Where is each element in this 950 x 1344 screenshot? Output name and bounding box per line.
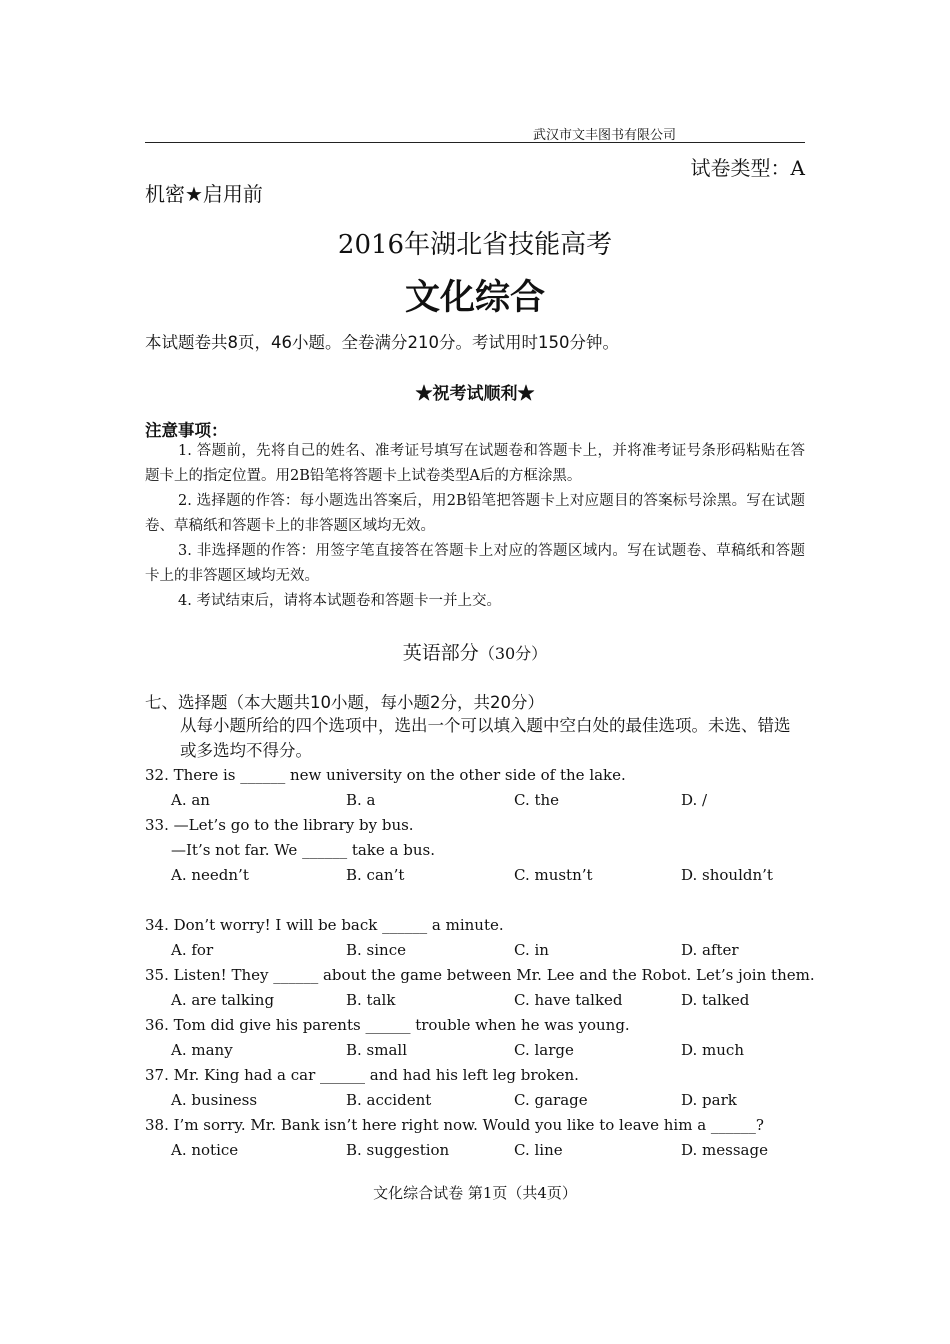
question-stem: 36. Tom did give his parents ______ trouble when he was young. bbox=[145, 1016, 630, 1034]
option-d: D. much bbox=[681, 1041, 744, 1059]
option-d: D. park bbox=[681, 1091, 737, 1109]
notice-item: 2. 选择题的作答：每小题选出答案后，用2B铅笔把答题卡上对应题目的答案标号涂黑。写在试题卷、草稿纸和答题卡上的非答题区域均无效。 bbox=[145, 493, 805, 534]
exam-summary: 本试题卷共8页，46小题。全卷满分210分。考试用时150分钟。 bbox=[145, 333, 619, 352]
option-a: A. needn’t bbox=[171, 866, 249, 884]
option-c: C. in bbox=[514, 941, 549, 959]
option-d: D. message bbox=[681, 1141, 768, 1159]
option-a: A. many bbox=[171, 1041, 233, 1059]
option-c: C. line bbox=[514, 1141, 563, 1159]
question-stem-line2: —It’s not far. We ______ take a bus. bbox=[171, 841, 435, 859]
option-c: C. garage bbox=[514, 1091, 588, 1109]
notice-title: 注意事项： bbox=[145, 421, 228, 440]
page-footer: 文化综合试卷 第1页（共4页） bbox=[373, 1184, 577, 1202]
header-divider bbox=[145, 142, 805, 143]
notice-item: 1. 答题前，先将自己的姓名、准考证号填写在试题卷和答题卡上，并将准考证号条形码粘贴在答题卡上的指定位置。用2B铅笔将答题卡上试卷类型A后的方框涂黑。 bbox=[145, 443, 805, 484]
option-a: A. for bbox=[171, 941, 214, 959]
confidential-mark: 机密★启用前 bbox=[145, 182, 263, 206]
option-b: B. accident bbox=[346, 1091, 432, 1109]
exam-title: 2016年湖北省技能高考 bbox=[337, 230, 613, 260]
notice-item: 4. 考试结束后，请将本试题卷和答题卡一并上交。 bbox=[178, 593, 501, 609]
question-type-heading: 七、选择题（本大题共10小题，每小题2分，共20分） bbox=[145, 693, 544, 712]
option-a: A. are talking bbox=[171, 991, 275, 1009]
paper-type-label: 试卷类型： bbox=[690, 156, 791, 180]
option-c: C. large bbox=[514, 1041, 574, 1059]
header-company: 武汉市文丰图书有限公司 bbox=[532, 128, 676, 143]
subject-title: 文化综合 bbox=[404, 278, 545, 318]
option-b: B. can’t bbox=[346, 866, 405, 884]
question-stem: 35. Listen! They ______ about the game between Mr. Lee and the Robot. Let’s join them. bbox=[145, 966, 815, 984]
option-d: D. talked bbox=[681, 991, 750, 1009]
good-luck-banner: ★祝考试顺利★ bbox=[415, 384, 535, 404]
option-a: A. business bbox=[171, 1091, 258, 1109]
question-stem: 33. —Let’s go to the library by bus. bbox=[145, 816, 414, 834]
option-b: B. a bbox=[346, 791, 376, 809]
question-stem: 37. Mr. King had a car ______ and had his left leg broken. bbox=[145, 1066, 579, 1084]
option-b: B. suggestion bbox=[346, 1141, 450, 1159]
option-c: C. the bbox=[514, 791, 560, 809]
section-points: （30分） bbox=[478, 644, 548, 663]
section-name: 英语部分 bbox=[402, 642, 479, 664]
option-b: B. talk bbox=[346, 991, 396, 1009]
question-stem: 32. There is ______ new university on the other side of the lake. bbox=[145, 766, 626, 784]
paper-type-value: A bbox=[790, 156, 805, 180]
question-instruction: 从每小题所给的四个选项中，选出一个可以填入题中空白处的最佳选项。未选、错选或多选均不得分。 bbox=[180, 716, 791, 760]
option-d: D. after bbox=[681, 941, 739, 959]
option-d: D. shouldn’t bbox=[681, 866, 773, 884]
option-c: C. mustn’t bbox=[514, 866, 593, 884]
notice-item: 3. 非选择题的作答：用签字笔直接答在答题卡上对应的答题区域内。写在试题卷、草稿纸和答题卡上的非答题区域均无效。 bbox=[145, 543, 805, 584]
question-stem: 38. I’m sorry. Mr. Bank isn’t here right now. Would you like to leave him a ______? bbox=[145, 1116, 764, 1134]
option-a: A. notice bbox=[171, 1141, 239, 1159]
option-d: D. / bbox=[681, 791, 708, 809]
option-b: B. since bbox=[346, 941, 406, 959]
option-a: A. an bbox=[171, 791, 210, 809]
paper-type bbox=[691, 152, 805, 181]
question-stem: 34. Don’t worry! I will be back ______ a minute. bbox=[145, 916, 504, 934]
option-b: B. small bbox=[346, 1041, 408, 1059]
section-title bbox=[0, 638, 950, 665]
option-c: C. have talked bbox=[514, 991, 623, 1009]
